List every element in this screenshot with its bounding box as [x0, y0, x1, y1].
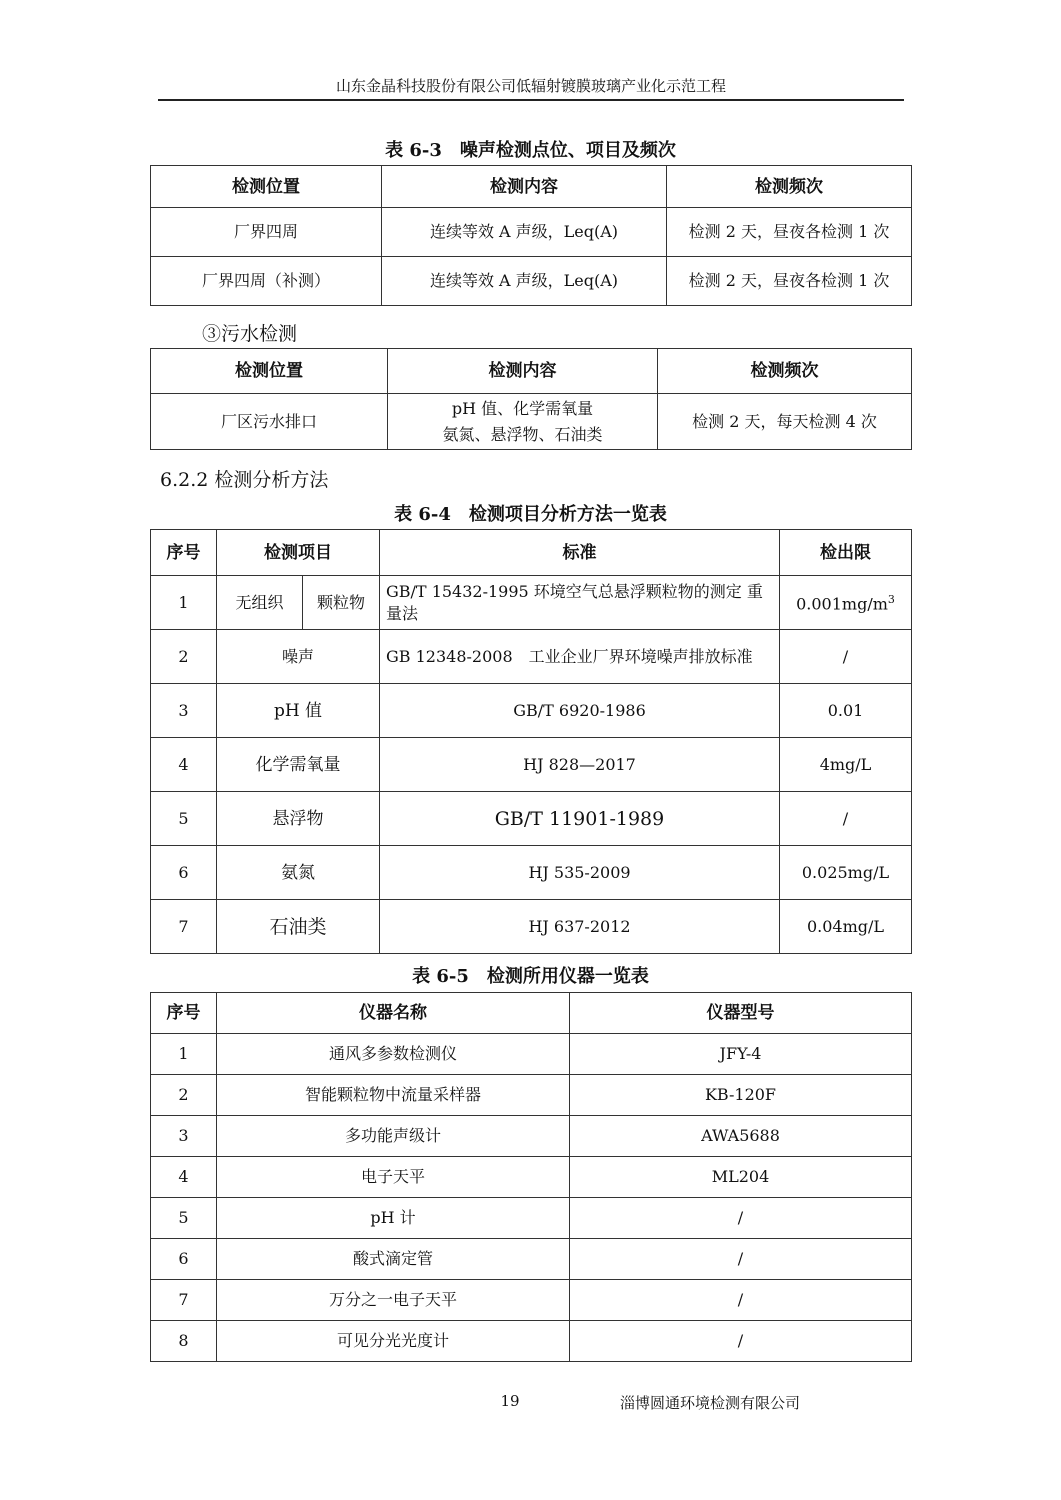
table-cell: 检测 2 天，昼夜各检测 1 次	[667, 257, 912, 306]
table-cell	[388, 394, 658, 450]
table-cell: HJ 637-2012	[380, 900, 780, 954]
header-cell: 检测频次	[658, 349, 912, 394]
table-cell: 酸式滴定管	[217, 1239, 570, 1280]
table-cell: pH 值	[217, 684, 380, 738]
table-row	[151, 1116, 912, 1157]
sewage-heading: ③污水检测	[202, 323, 298, 345]
table-row	[151, 738, 912, 792]
table-header-row	[151, 349, 912, 394]
table-cell	[780, 576, 912, 630]
table-cell: /	[570, 1239, 912, 1280]
table-cell: 3	[151, 684, 217, 738]
sewage-table	[150, 348, 912, 450]
table-cell: 无组织	[217, 576, 303, 630]
table-cell: 连续等效 A 声级，Leq(A)	[382, 208, 667, 257]
table-cell: 6	[151, 1239, 217, 1280]
table-cell: 6	[151, 846, 217, 900]
table-cell: 0.01	[780, 684, 912, 738]
table-cell: 0.04mg/L	[780, 900, 912, 954]
content-line: 氨氮、悬浮物、石油类	[442, 424, 603, 444]
table-cell: 通风多参数检测仪	[217, 1034, 570, 1075]
header-cell: 检测位置	[151, 349, 388, 394]
table-6-4-caption: 表 6-4 检测项目分析方法一览表	[394, 504, 667, 525]
table-cell: 厂界四周（补测）	[151, 257, 382, 306]
header-cell: 检测内容	[382, 166, 667, 208]
header-cell: 序号	[151, 530, 217, 576]
table-cell: 4	[151, 738, 217, 792]
table-6-3	[150, 165, 912, 306]
section-heading: 6.2.2 检测分析方法	[160, 469, 329, 491]
table-row	[151, 576, 912, 630]
table-6-5-caption: 表 6-5 检测所用仪器一览表	[412, 966, 649, 987]
table-cell: 万分之一电子天平	[217, 1280, 570, 1321]
table-cell: 4mg/L	[780, 738, 912, 792]
header-cell: 检测频次	[667, 166, 912, 208]
table-cell: JFY-4	[570, 1034, 912, 1075]
table-cell: 电子天平	[217, 1157, 570, 1198]
table-cell: 连续等效 A 声级，Leq(A)	[382, 257, 667, 306]
table-cell: GB 12348-2008 工业企业厂界环境噪声排放标准	[380, 630, 780, 684]
table-row	[151, 208, 912, 257]
table-row	[151, 684, 912, 738]
table-cell: KB-120F	[570, 1075, 912, 1116]
table-cell: GB/T 11901-1989	[380, 792, 780, 846]
table-cell: 检测 2 天，昼夜各检测 1 次	[667, 208, 912, 257]
table-cell: 3	[151, 1116, 217, 1157]
header-cell: 检测项目	[217, 530, 380, 576]
table-cell: HJ 535-2009	[380, 846, 780, 900]
limit-superscript: 3	[887, 593, 895, 607]
table-cell: 噪声	[217, 630, 380, 684]
table-cell: /	[570, 1321, 912, 1362]
table-header-row	[151, 993, 912, 1034]
table-cell: ML204	[570, 1157, 912, 1198]
table-cell: GB/T 15432-1995 环境空气总悬浮颗粒物的测定 重量法	[380, 576, 780, 630]
table-row	[151, 900, 912, 954]
content-line: pH 值、化学需氧量	[451, 398, 594, 418]
table-6-5	[150, 992, 912, 1362]
table-cell: 5	[151, 792, 217, 846]
header-cell: 检测内容	[388, 349, 658, 394]
footer-company: 淄博圆通环境检测有限公司	[620, 1394, 801, 1412]
table-row	[151, 1280, 912, 1321]
limit-value: 0.001mg/m	[796, 594, 888, 614]
table-cell: 2	[151, 630, 217, 684]
table-row	[151, 394, 912, 450]
table-6-4	[150, 529, 912, 954]
table-row	[151, 846, 912, 900]
page-header-title: 山东金晶科技股份有限公司低辐射镀膜玻璃产业化示范工程	[335, 77, 726, 95]
table-cell: /	[570, 1198, 912, 1239]
table-row	[151, 1034, 912, 1075]
header-cell: 序号	[151, 993, 217, 1034]
table-cell: 4	[151, 1157, 217, 1198]
table-cell: 2	[151, 1075, 217, 1116]
table-row	[151, 1157, 912, 1198]
table-cell: 氨氮	[217, 846, 380, 900]
table-cell: 多功能声级计	[217, 1116, 570, 1157]
table-cell: 悬浮物	[217, 792, 380, 846]
table-cell: pH 计	[217, 1198, 570, 1239]
table-row	[151, 792, 912, 846]
table-row	[151, 1198, 912, 1239]
header-rule	[158, 99, 904, 101]
header-cell: 标准	[380, 530, 780, 576]
table-cell: GB/T 6920-1986	[380, 684, 780, 738]
table-cell: 检测 2 天，每天检测 4 次	[658, 394, 912, 450]
table-header-row	[151, 166, 912, 208]
table-cell: 颗粒物	[303, 576, 380, 630]
table-cell: 1	[151, 1034, 217, 1075]
table-row	[151, 1321, 912, 1362]
table-header-row	[151, 530, 912, 576]
table-row	[151, 1239, 912, 1280]
table-cell: 8	[151, 1321, 217, 1362]
table-cell: 7	[151, 1280, 217, 1321]
page-number: 19	[500, 1392, 520, 1410]
table-row	[151, 1075, 912, 1116]
table-row	[151, 630, 912, 684]
header-cell: 检出限	[780, 530, 912, 576]
table-cell: 石油类	[217, 900, 380, 954]
table-cell: 化学需氧量	[217, 738, 380, 792]
table-cell: 0.025mg/L	[780, 846, 912, 900]
header-cell: 检测位置	[151, 166, 382, 208]
table-cell: 智能颗粒物中流量采样器	[217, 1075, 570, 1116]
table-cell: /	[570, 1280, 912, 1321]
table-cell: 厂界四周	[151, 208, 382, 257]
table-row	[151, 257, 912, 306]
table-cell: AWA5688	[570, 1116, 912, 1157]
table-6-3-caption: 表 6-3 噪声检测点位、项目及频次	[385, 140, 676, 161]
table-cell: 厂区污水排口	[151, 394, 388, 450]
header-cell: 仪器名称	[217, 993, 570, 1034]
table-cell: 可见分光光度计	[217, 1321, 570, 1362]
table-cell: 5	[151, 1198, 217, 1239]
table-cell: /	[780, 630, 912, 684]
table-cell: 1	[151, 576, 217, 630]
table-cell: 7	[151, 900, 217, 954]
table-cell: HJ 828—2017	[380, 738, 780, 792]
header-cell: 仪器型号	[570, 993, 912, 1034]
table-cell: /	[780, 792, 912, 846]
